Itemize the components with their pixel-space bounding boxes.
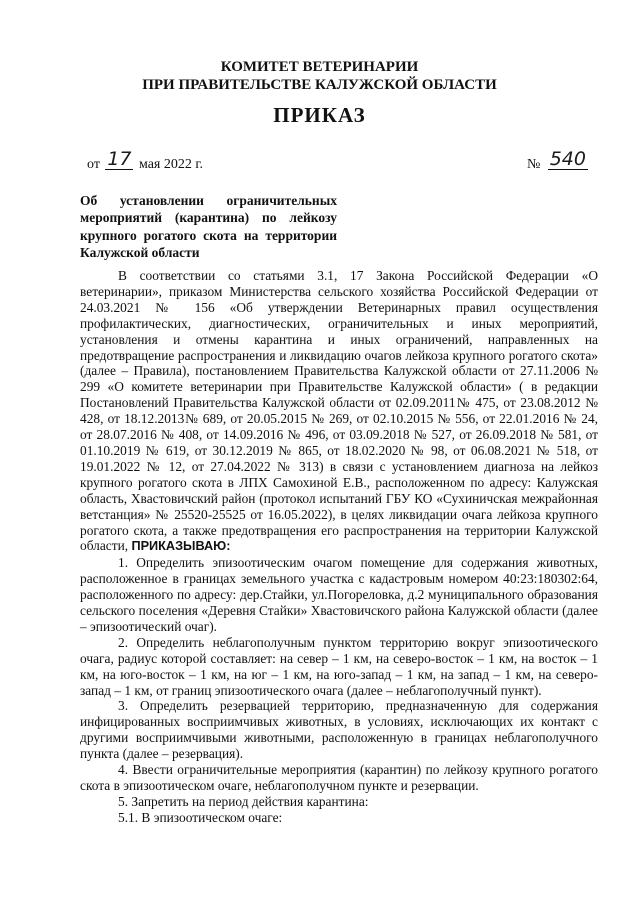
order-subject: Об установлении ограничительных мероприятий (карантина) по лейкозу крупного рогатого скота на территории Калужской области	[80, 193, 337, 260]
org-name-line2: ПРИ ПРАВИТЕЛЬСТВЕ КАЛУЖСКОЙ ОБЛАСТИ	[142, 77, 497, 93]
command-word: ПРИКАЗЫВАЮ:	[131, 539, 231, 554]
clause-4: 4. Ввести ограничительные мероприятия (карантин) по лейкозу крупного рогатого скота в эпизоотическом очаге, неблагополучном пункте и резервации.	[80, 762, 598, 793]
clause-5: 5. Запретить на период действия карантина:	[118, 793, 369, 809]
clause-5-1: 5.1. В эпизоотическом очаге:	[118, 809, 283, 825]
date-month-year: мая 2022 г.	[138, 157, 204, 172]
clause-2: 2. Определить неблагополучным пунктом территорию вокруг эпизоотического очага, радиус которой составляет: на север – 1 км, на северо-восток – 1 км, на восток – 1 км, на юго-восток – 1 км, на юг – 1 км, на юго-запад – 1 км, на запад – 1 км, на северо-запад – 1 км, от границ эпизоотического очага (далее – неблагополучный пункт).	[80, 634, 598, 698]
document-type-title: ПРИКАЗ	[273, 103, 366, 127]
org-name-line1: КОМИТЕТ ВЕТЕРИНАРИИ	[220, 59, 419, 75]
clause-3: 3. Определить резервацией территорию, предназначенную для содержания инфицированных восприимчивых животных, в условиях, исключающих их контакт с другими восприимчивыми животными, расположенную в границах неблагополучного пункта (далее – резервация).	[80, 698, 598, 762]
order-number	[527, 148, 588, 174]
handwritten-order-number: 540	[549, 148, 586, 170]
date-prefix: от	[87, 157, 100, 172]
preamble-paragraph: В соответствии со статьями 3.1, 17 Закона Российской Федерации «О ветеринарии», приказом Министерства сельского хозяйства Российской Федерации от 24.03.2021 № 156 «Об утверждении Ветеринарных правил осуществления профилактических, диагностических, ограничительных и иных мероприятий, установления и отмены карантина и иных ограничений, направленных на предотвращение распространения и ликвидацию очагов лейкоза крупного рогатого скота» (далее – Правила), постановлением Правительства Калужской области от 27.11.2006 № 299 «О комитете ветеринарии при Правительстве Калужской области» ( в редакции Постановлений Правительства Калужской области от 02.09.2011№ 475, от 23.08.2012 № 428, от 18.12.2013№ 689, от 20.05.2015 № 269, от 02.10.2015 № 556, от 22.01.2016 № 24, от 28.07.2016 № 408, от 14.09.2016 № 496, от 03.09.2018 № 527, от 26.09.2018 № 581, от 01.10.2019 № 619, от 30.12.2019 № 865, от 18.02.2020 № 98, от 06.08.2021 № 518, от 19.01.2022 № 12, от 27.04.2022 № 313) в связи с установлением диагноза на лейкоз крупного рогатого скота в ЛПХ Самохиной Е.В., расположенном по адресу: Калужская область, Хвастовичский район (протокол испытаний ГБУ КО «Сухиничская межрайонная ветстанция» № 25520-25525 от 16.05.2022), в целях ликвидации очага лейкоза крупного рогатого скота, а также предотвращения его распространения на территории Калужской области, ПРИКАЗЫВАЮ:	[80, 268, 598, 554]
clause-1: 1. Определить эпизоотическим очагом помещение для содержания животных, расположенное в границах земельного участка с кадастровым номером 40:23:180302:64, расположенного по адресу: дер.Стайки, ул.Погореловка, д.2 муниципального образования сельского поселения «Деревня Стайки» Хвастовичского района Калужской области (далее – эпизоотический очаг).	[80, 555, 598, 634]
handwritten-date-day: 17	[107, 148, 132, 170]
order-body	[80, 268, 598, 826]
order-date	[87, 148, 204, 174]
number-sign: №	[527, 157, 541, 172]
